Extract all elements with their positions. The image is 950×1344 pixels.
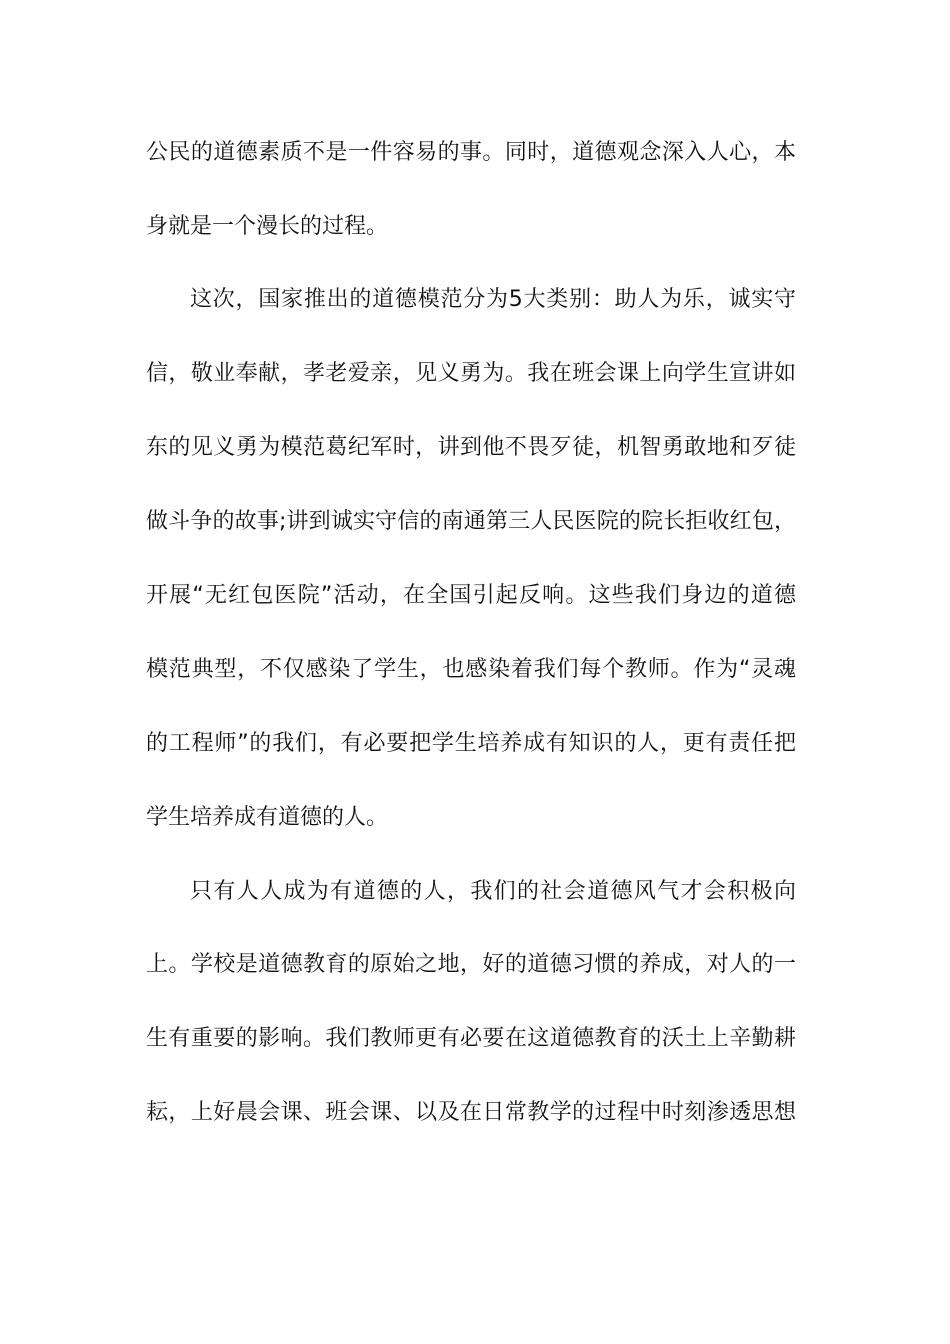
text-line-5: 东的见义勇为模范葛纪军时，讲到他不畏歹徒，机智勇敢地和歹徒 [146,435,796,460]
text-line-11: 只有人人成为有道德的人，我们的社会道德风气才会积极向 [190,879,796,904]
text-line-13: 生有重要的影响。我们教师更有必要在这道德教育的沃土上辛勤耕 [146,1026,796,1051]
text-line-14: 耘，上好晨会课、班会课、以及在日常教学的过程中时刻渗透思想 [146,1100,796,1125]
text-line-10: 学生培养成有道德的人。 [146,805,389,830]
text-line-6: 做斗争的故事;讲到诚实守信的南通第三人民医院的院长拒收红包， [146,509,796,534]
text-line-7: 开展“无红包医院”活动，在全国引起反响。这些我们身边的道德 [146,583,796,608]
text-line-4: 信，敬业奉献，孝老爱亲，见义勇为。我在班会课上向学生宣讲如 [146,361,796,386]
text-line-8: 模范典型，不仅感染了学生，也感染着我们每个教师。作为“灵魂 [146,657,796,682]
text-line-2: 身就是一个漫长的过程。 [146,214,389,239]
text-line-1: 公民的道德素质不是一件容易的事。同时，道德观念深入人心，本 [146,140,796,165]
text-line-3: 这次，国家推出的道德模范分为5大类别：助人为乐，诚实守 [190,287,796,312]
text-line-9: 的工程师”的我们，有必要把学生培养成有知识的人，更有责任把 [146,731,796,756]
text-line-12: 上。学校是道德教育的原始之地，好的道德习惯的养成，对人的一 [146,952,796,977]
